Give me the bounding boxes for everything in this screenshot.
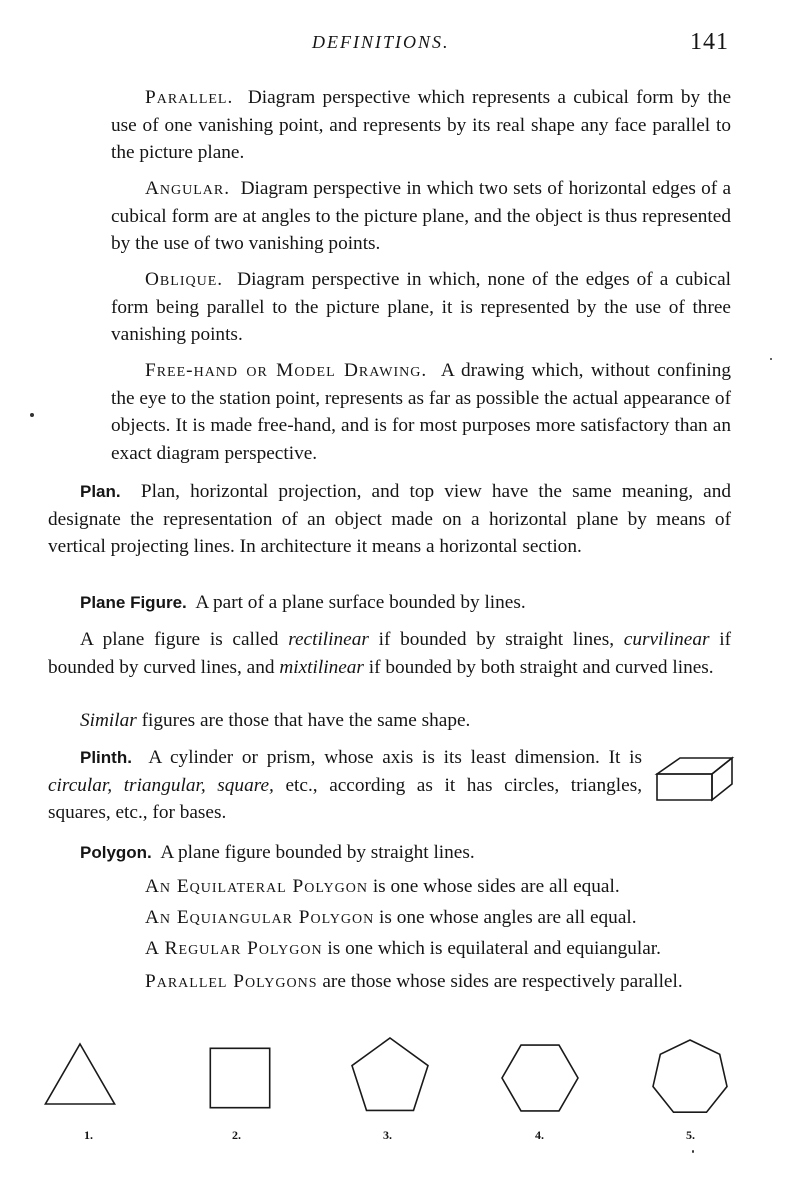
text-equilateral-polygon: is one whose sides are all equal. bbox=[372, 876, 620, 897]
text-plane-figure: A part of a plane surface bounded by lines. bbox=[195, 592, 526, 613]
plinth-front-face bbox=[657, 774, 712, 800]
figure-label-5: 5. bbox=[686, 1128, 695, 1142]
text-angular: Diagram perspective in which two sets of horizontal edges of a cubical form are at angles to the picture plane, and the object is thus represented by the use of two vanishing points. bbox=[111, 178, 732, 254]
term-freehand: Free-hand or Model Drawing. bbox=[145, 360, 428, 381]
plinth-illustration bbox=[652, 752, 736, 804]
kinds-text-b: if bounded by straight lines, bbox=[378, 629, 615, 650]
kinds-text-d: if bounded by both straight and curved lines. bbox=[368, 656, 714, 678]
scan-speck bbox=[30, 413, 34, 417]
term-circular: circular, bbox=[48, 774, 113, 796]
definition-plane-figure bbox=[48, 589, 731, 617]
page-number: 141 bbox=[690, 29, 729, 55]
term-plan: Plan. bbox=[80, 482, 121, 501]
figure-triangle bbox=[45, 1044, 114, 1104]
term-parallel: Parallel. bbox=[145, 87, 234, 108]
plinth-side-face bbox=[712, 758, 732, 800]
term-square: square, bbox=[217, 774, 274, 796]
plinth-text-b: etc., according as it has circles, triangles, squares, etc., for bases. bbox=[48, 774, 643, 823]
definition-angular bbox=[111, 175, 731, 258]
text-polygon: A plane figure bounded by straight lines. bbox=[160, 842, 475, 863]
text-regular-polygon: is one which is equilateral and equiangular. bbox=[327, 938, 661, 959]
definition-polygon bbox=[48, 839, 731, 867]
term-equiangular-polygon: An Equiangular Polygon bbox=[145, 907, 375, 928]
term-curvilinear: curvilinear bbox=[623, 629, 710, 650]
text-freehand: A drawing which, without confining the eye to the station point, represents as far as possible the actual appearance of objects. It is made free-hand, and is for most purposes more satisfactory than an exact diagram perspective. bbox=[111, 360, 732, 464]
term-mixtilinear: mixtilinear bbox=[279, 656, 364, 678]
definition-similar bbox=[48, 707, 731, 735]
definition-oblique bbox=[111, 266, 731, 349]
figure-label-4: 4. bbox=[535, 1128, 544, 1142]
polygon-figures bbox=[0, 1030, 800, 1130]
text-parallel: Diagram perspective which represents a cubical form by the use of one vanishing point, and represents by its real shape any face parallel to the picture plane. bbox=[111, 87, 732, 163]
text-plan: Plan, horizontal projection, and top view have the same meaning, and designate the representation of an object made on a horizontal plane by means of vertical projecting lines. In architecture it means a horizontal section. bbox=[48, 481, 732, 557]
text-equiangular-polygon: is one whose angles are all equal. bbox=[379, 907, 637, 928]
polygon-type-equiangular bbox=[111, 904, 731, 932]
running-head bbox=[0, 29, 800, 60]
term-similar: Similar bbox=[80, 710, 137, 731]
text-oblique: Diagram perspective in which, none of the edges of a cubical form being parallel to the picture plane, it is represented by the use of three vanishing points. bbox=[111, 269, 731, 345]
term-oblique: Oblique. bbox=[145, 269, 224, 290]
term-polygon: Polygon. bbox=[80, 843, 152, 862]
term-plane-figure: Plane Figure. bbox=[80, 593, 187, 612]
scan-speck bbox=[692, 1150, 694, 1153]
polygon-type-equilateral bbox=[111, 873, 731, 901]
definition-freehand bbox=[111, 357, 731, 467]
figure-label-2: 2. bbox=[232, 1128, 241, 1142]
term-parallel-polygons: Parallel Polygons bbox=[145, 971, 318, 992]
term-angular: Angular. bbox=[145, 178, 231, 199]
term-rectilinear: rectilinear bbox=[288, 629, 369, 650]
text-similar: figures are those that have the same shape. bbox=[141, 710, 471, 731]
definition-plan bbox=[48, 478, 731, 561]
term-triangular: triangular, bbox=[123, 774, 206, 796]
text-parallel-polygons: are those whose sides are respectively parallel. bbox=[322, 971, 683, 992]
figure-label-1: 1. bbox=[84, 1128, 93, 1142]
term-equilateral-polygon: An Equilateral Polygon bbox=[145, 876, 368, 897]
kinds-text-c: if bounded by curved lines, and bbox=[48, 629, 731, 678]
polygon-type-regular bbox=[111, 935, 731, 963]
scan-speck bbox=[770, 358, 772, 360]
definition-parallel bbox=[111, 84, 731, 167]
figure-pentagon bbox=[352, 1038, 428, 1110]
kinds-text-a: A plane figure is called bbox=[80, 629, 279, 650]
figure-hexagon bbox=[502, 1045, 578, 1111]
running-title: DEFINITIONS. bbox=[312, 32, 450, 52]
figure-label-3: 3. bbox=[383, 1128, 392, 1142]
plane-figure-kinds bbox=[48, 626, 731, 681]
figure-square bbox=[210, 1048, 269, 1107]
term-regular-polygon: A Regular Polygon bbox=[145, 938, 323, 959]
definition-plinth bbox=[48, 744, 642, 827]
polygon-type-parallel bbox=[111, 968, 731, 996]
plinth-text-a: A cylinder or prism, whose axis is its least dimension. It is bbox=[148, 747, 642, 768]
term-plinth: Plinth. bbox=[80, 748, 132, 767]
figure-heptagon bbox=[653, 1040, 727, 1112]
